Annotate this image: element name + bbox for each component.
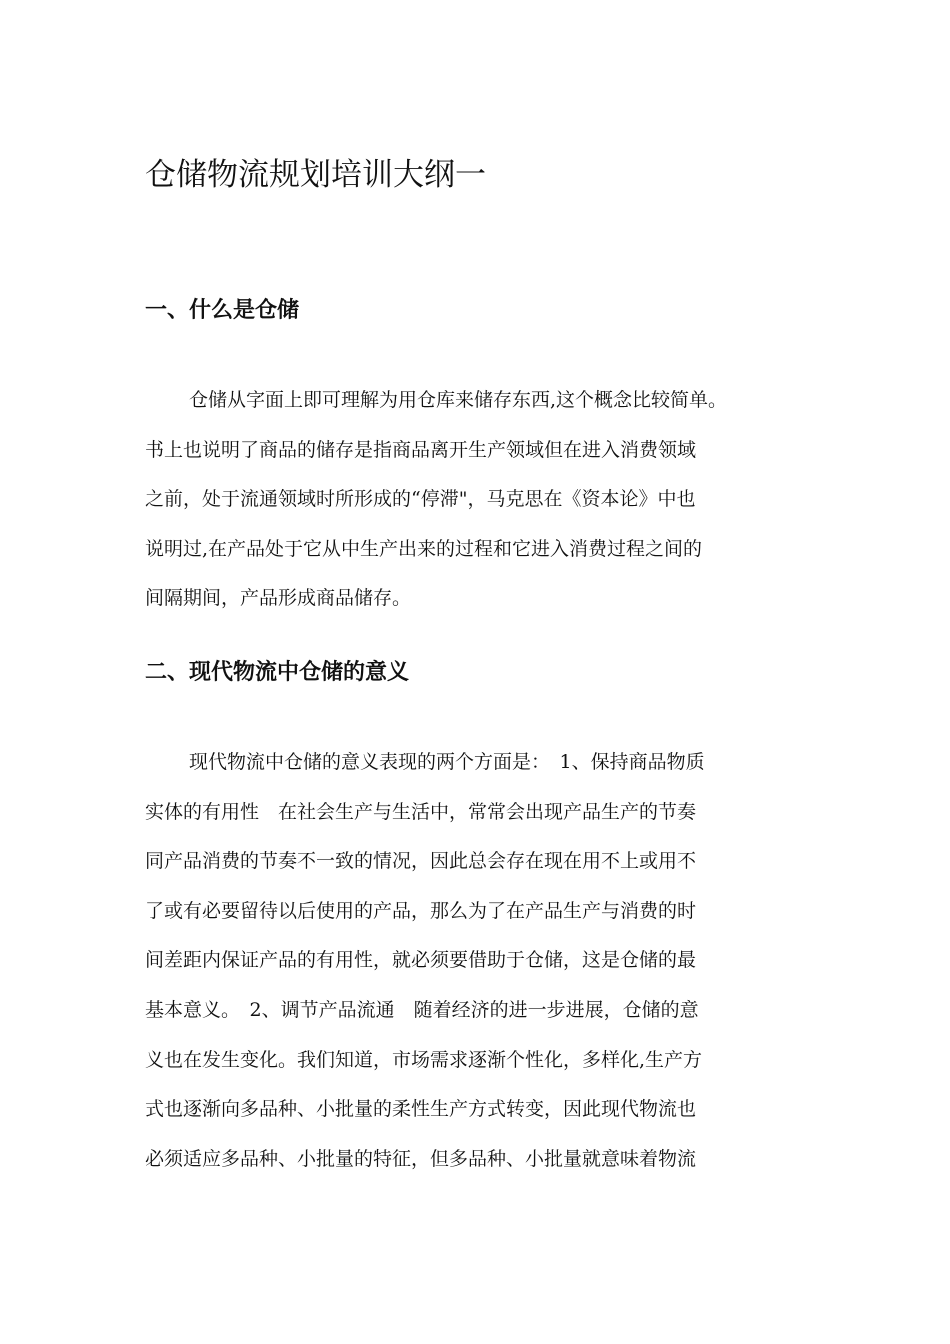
paragraph-line: 之前，处于流通领域时所形成的“停滞"，马克思在《资本论》中也 xyxy=(145,488,696,511)
paragraph-line: 了或有必要留待以后使用的产品，那么为了在产品生产与消费的时 xyxy=(145,899,697,922)
paragraph-line: 间差距内保证产品的有用性，就必须要借助于仓储，这是仓储的最 xyxy=(145,949,697,972)
paragraph-line: 实体的有用性 在社会生产与生活中，常常会出现产品生产的节奏 xyxy=(145,800,697,823)
paragraph-line: 说明过,在产品处于它从中生产出来的过程和它进入消费过程之间的 xyxy=(145,537,703,560)
paragraph-line: 仓储从字面上即可理解为用仓库来储存东西,这个概念比较简单。 xyxy=(189,389,728,411)
paragraph-line: 现代物流中仓储的意义表现的两个方面是： 1、保持商品物质 xyxy=(189,751,705,773)
section-heading-significance-of-warehousing: 二、现代物流中仓储的意义 xyxy=(145,660,410,685)
paragraph-line: 间隔期间，产品形成商品储存。 xyxy=(145,587,412,610)
section-2-paragraph xyxy=(145,738,805,1184)
paragraph-line: 义也在发生变化。我们知道，市场需求逐渐个性化，多样化,生产方 xyxy=(145,1048,703,1071)
document-title: 仓储物流规划培训大纲一 xyxy=(145,157,486,193)
paragraph-line: 式也逐渐向多品种、小批量的柔性生产方式转变，因此现代物流也 xyxy=(145,1098,697,1121)
section-heading-what-is-warehousing: 一、什么是仓储 xyxy=(145,298,300,323)
paragraph-line: 同产品消费的节奏不一致的情况，因此总会存在现在用不上或用不 xyxy=(145,850,697,873)
paragraph-line: 书上也说明了商品的储存是指商品离开生产领域但在进入消费领域 xyxy=(145,438,697,461)
paragraph-line: 基本意义。 2、调节产品流通 随着经济的进一步进展，仓储的意 xyxy=(145,998,699,1021)
paragraph-line: 必须适应多品种、小批量的特征，但多品种、小批量就意味着物流 xyxy=(145,1147,697,1170)
section-1-paragraph xyxy=(145,376,805,624)
